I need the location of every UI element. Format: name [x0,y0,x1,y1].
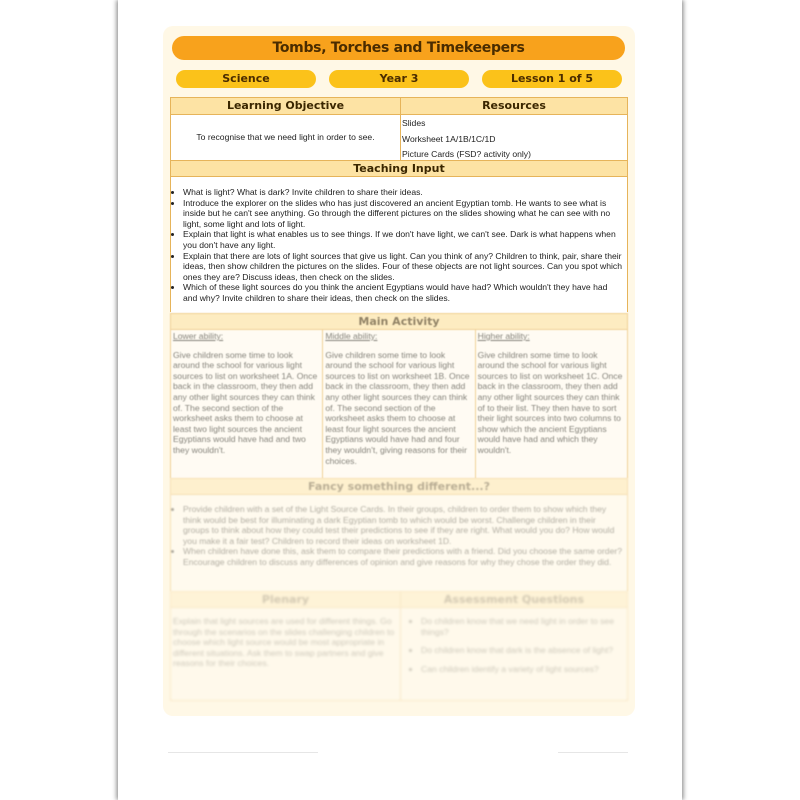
main-activity-section [170,313,628,478]
main-activity-header: Main Activity [171,314,627,330]
resources-column [401,98,627,160]
ability-label: Middle ability: [325,331,378,341]
assessment-body [401,608,627,700]
resource-item: Worksheet 1A/1B/1C/1D [402,133,496,144]
teaching-input-section [170,160,628,312]
objective-header: Learning Objective [171,98,400,115]
lesson-title: Tombs, Torches and Timekeepers [172,36,625,60]
list-item: • When children have done this, ask them to compare their predictions with a friend. Did you choose the same order? Encourage children to discuss any differences of opinion and give reasons for why they chose the order they did. [183,546,623,567]
resources-header: Resources [401,98,627,115]
objective-column [171,98,401,160]
resources-list [401,115,627,164]
list-item: • Do children know that we need light in order to see things? [421,616,623,637]
lesson-plan-card [163,26,635,716]
list-item: • Explain that there are lots of light sources that give us light. Can you think of any? Children to think, pair, share their ideas, then show children the pictures on the slides. Four of these objects are not light sources. Can you spot which ones they are? Discuss ideas, then check on the slides. [183,251,623,283]
plenary-column [171,592,401,700]
list-item: • Introduce the explorer on the slides who has just discovered an ancient Egyptian tomb. He wants to see what is inside but he can't see anything. Go through the different pictures on the slides showing what he can see with no light, some light and lots of light. [183,198,623,230]
resource-item: Picture Cards (FSD? activity only) [402,149,531,159]
assessment-column [401,592,627,700]
plenary-assessment-table [170,591,628,701]
ability-text: Give children some time to look around the school for various light sources to list on worksheet 1C. Once back in the classroom, they then add any other light sources they can think of to their list. They then have to sort their light sources into two columns to show which the ancient Egyptians would have had and which they wouldn't. [477,349,623,455]
extension-section [170,478,628,591]
plenary-header: Plenary [171,592,400,608]
resource-item: Slides [402,118,426,128]
teaching-input-list [171,187,627,304]
objective-resources-table [170,97,628,161]
document-page [118,0,682,800]
assessment-header: Assessment Questions [401,592,627,608]
ability-text: Give children some time to look around the school for various light sources to list on worksheet 1A. Once back in the classroom, they then add any other light sources they can think of. The second section of the worksheet asks them to choose at least two light sources the ancient Egyptians would have had and two they wouldn't. [173,349,318,455]
list-item: • Do children know that dark is the absence of light? [421,645,623,656]
list-item: • Provide children with a set of the Light Source Cards. In their groups, children to order them to show which they think would be best for illuminating a dark Egyptian tomb to which would be worst. Challenge children in their groups to think about how they could test their predictions to see if they are right. What would you do? How would you make it a fair test? Children to record their ideas on worksheet 1D. [183,504,623,546]
extension-body [171,495,627,591]
extension-list [171,504,627,568]
objective-text: To recognise that we need light in order to see. [171,115,400,160]
subject-badge: Science [176,70,316,88]
footer-rule [558,752,628,753]
extension-header: Fancy something different...? [171,479,627,495]
footer-rule [168,752,318,753]
list-item: • Can children identify a variety of light sources? [421,664,623,675]
teaching-input-body [171,177,627,313]
lower-ability-column [171,330,323,478]
lesson-number-badge: Lesson 1 of 5 [482,70,622,88]
plenary-text: Explain that light sources are used for different things. Go through the scenarios on the slides challenging children to choose which light source would be most appropriate in different situations. Ask them to swap partners and give reasons for their choices. [171,608,400,700]
higher-ability-column [476,330,627,478]
assessment-list [401,616,627,674]
ability-label: Higher ability: [477,331,530,341]
list-item: • Which of these light sources do you think the ancient Egyptians would have had? Which wouldn't they have had and why? Invite children to share their ideas, then check on the slides. [183,282,623,303]
teaching-input-header: Teaching Input [171,161,627,177]
ability-label: Lower ability: [173,331,224,341]
middle-ability-column [323,330,475,478]
list-item: • Explain that light is what enables us to see things. If we don't have light, we can't see. Dark is what happens when you don't have any light. [183,229,623,250]
main-activity-columns [171,330,627,478]
ability-text: Give children some time to look around the school for various light sources to list on worksheet 1B. Once back in the classroom, they then add any other light sources they can think of. The second section of the worksheet asks them to choose at least four light sources the ancient Egyptians would have had and four they wouldn't, giving reasons for their choices. [325,349,470,466]
list-item: • What is light? What is dark? Invite children to share their ideas. [183,187,623,198]
year-badge: Year 3 [329,70,469,88]
